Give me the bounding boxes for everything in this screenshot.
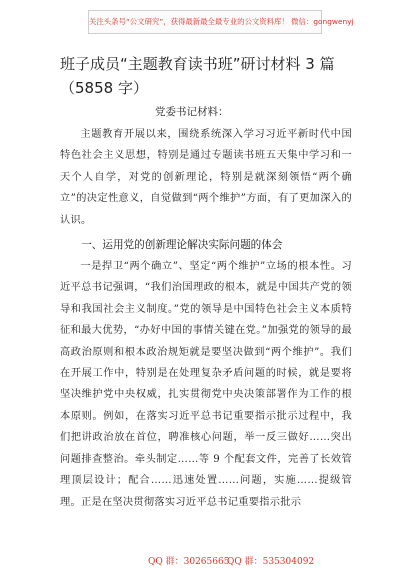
- intro-paragraph: 主题教育开展以来，围绕系统深入学习习近平新时代中国特色社会主义思想，特别是通过专题读书班五天集中学习和一天个人自学，对党的创新理论，特别是就深刻领悟“两个确立”的决定性意义，自觉做到“两个维护”方面，有了更加深入的认识。: [60, 129, 352, 226]
- section-heading: 一、运用党的创新理论解决实际问题的体会: [81, 239, 283, 252]
- document-body: [60, 124, 352, 513]
- document-subheading: 党委书记材料：: [155, 106, 229, 118]
- qq-group-1: QQ 群：30265665: [148, 557, 230, 567]
- document-title: 班子成员“主题教育读书班”研讨材料 3 篇（5858 字）: [60, 55, 335, 97]
- promo-banner: 关注头条号“公文研究”，获得最新最全最专业的公文资料库！ 微信：gongwenyj: [88, 10, 322, 34]
- page-footer: [0, 553, 408, 571]
- qq-group-2: QQ 群：535304092: [227, 557, 315, 567]
- section-paragraph: 一是捍卫“两个确立”、坚定“两个维护”立场的根本性。习近平总书记强调，“我们治国理政的根本，就是中国共产党的领导和我国社会主义制度。”党的领导是中国特色社会主义本质特征和最大优势，“办好中国的事情关键在党。”加强党的领导的最高政治原则和根本政治规矩就是要坚决做到“两个维护”。我们在开展工作中，特别是在处理复杂矛盾问题的时候，就是要将坚决维护党中央权威，扎实贯彻党中央决策部署作为工作的根本原则。例如，在落实习近平总书记重要指示批示过程中，我们把讲政治放在首位，聘准核心问题，举一反三做好……突出问题排查整治。牵头制定……等 9 个配套文件，完善了长效管理顶层设计；配合……迅速处置……问题，实施……提级管理。正是在坚决贯彻落实习近平总书记重要指示批示: [60, 261, 352, 508]
